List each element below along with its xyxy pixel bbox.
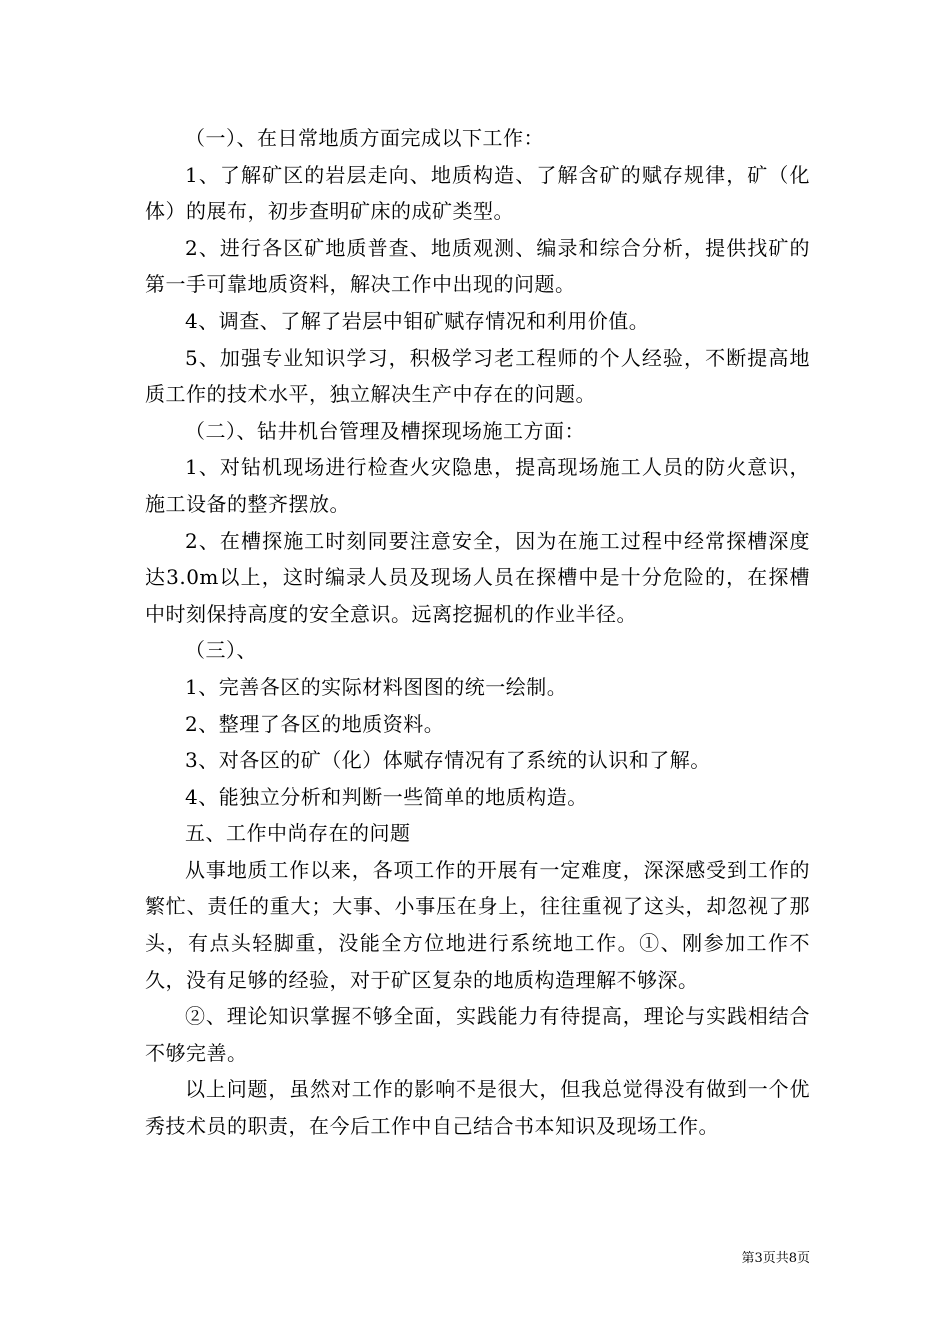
paragraph: 以上问题，虽然对工作的影响不是很大，但我总觉得没有做到一个优秀技术员的职责，在今后工作中自己结合书本知识及现场工作。 xyxy=(145,1077,810,1139)
page-number: 第3页共8页 xyxy=(741,1251,810,1266)
section-heading-2: （二）、钻井机台管理及槽探现场施工方面： xyxy=(185,418,585,443)
paragraph: 1、对钻机现场进行检查火灾隐患，提高现场施工人员的防火意识，施工设备的整齐摆放。 xyxy=(145,455,810,516)
paragraph: 1、了解矿区的岩层走向、地质构造、了解含矿的赋存规律，矿（化体）的展布，初步查明矿床的成矿类型。 xyxy=(145,162,810,224)
document-body xyxy=(145,120,810,1145)
paragraph: 4、调查、了解了岩层中钼矿赋存情况和利用价值。 xyxy=(185,308,650,333)
section-heading-5: 五、工作中尚存在的问题 xyxy=(185,821,411,846)
section-heading-1: （一）、在日常地质方面完成以下工作： xyxy=(185,126,544,150)
paragraph: 2、在槽探施工时刻同要注意安全，因为在施工过程中经常探槽深度达3.0m以上，这时编录人员及现场人员在探槽中是十分危险的，在探槽中时刻保持高度的安全意识。远离挖掘机的作业半径。 xyxy=(145,528,810,626)
paragraph: 3、对各区的矿（化）体赋存情况有了系统的认识和了解。 xyxy=(185,748,711,773)
paragraph: ②、理论知识掌握不够全面，实践能力有待提高，理论与实践相结合不够完善。 xyxy=(145,1004,810,1065)
paragraph: 2、进行各区矿地质普查、地质观测、编录和综合分析，提供找矿的第一手可靠地质资料，解决工作中出现的问题。 xyxy=(145,235,810,297)
paragraph: 从事地质工作以来，各项工作的开展有一定难度，深深感受到工作的繁忙、责任的重大；大事、小事压在身上，往往重视了这头，却忽视了那头，有点头轻脚重，没能全方位地进行系统地工作。①、刚参加工作不久，没有足够的经验，对于矿区复杂的地质构造理解不够深。 xyxy=(145,857,810,992)
paragraph: 2、整理了各区的地质资料。 xyxy=(185,711,445,736)
section-heading-3: （三）、 xyxy=(185,638,257,663)
paragraph: 5、加强专业知识学习，积极学习老工程师的个人经验，不断提高地质工作的技术水平，独立解决生产中存在的问题。 xyxy=(145,345,810,407)
paragraph: 4、能独立分析和判断一些简单的地质构造。 xyxy=(185,784,588,809)
paragraph: 1、完善各区的实际材料图图的统一绘制。 xyxy=(185,674,568,699)
